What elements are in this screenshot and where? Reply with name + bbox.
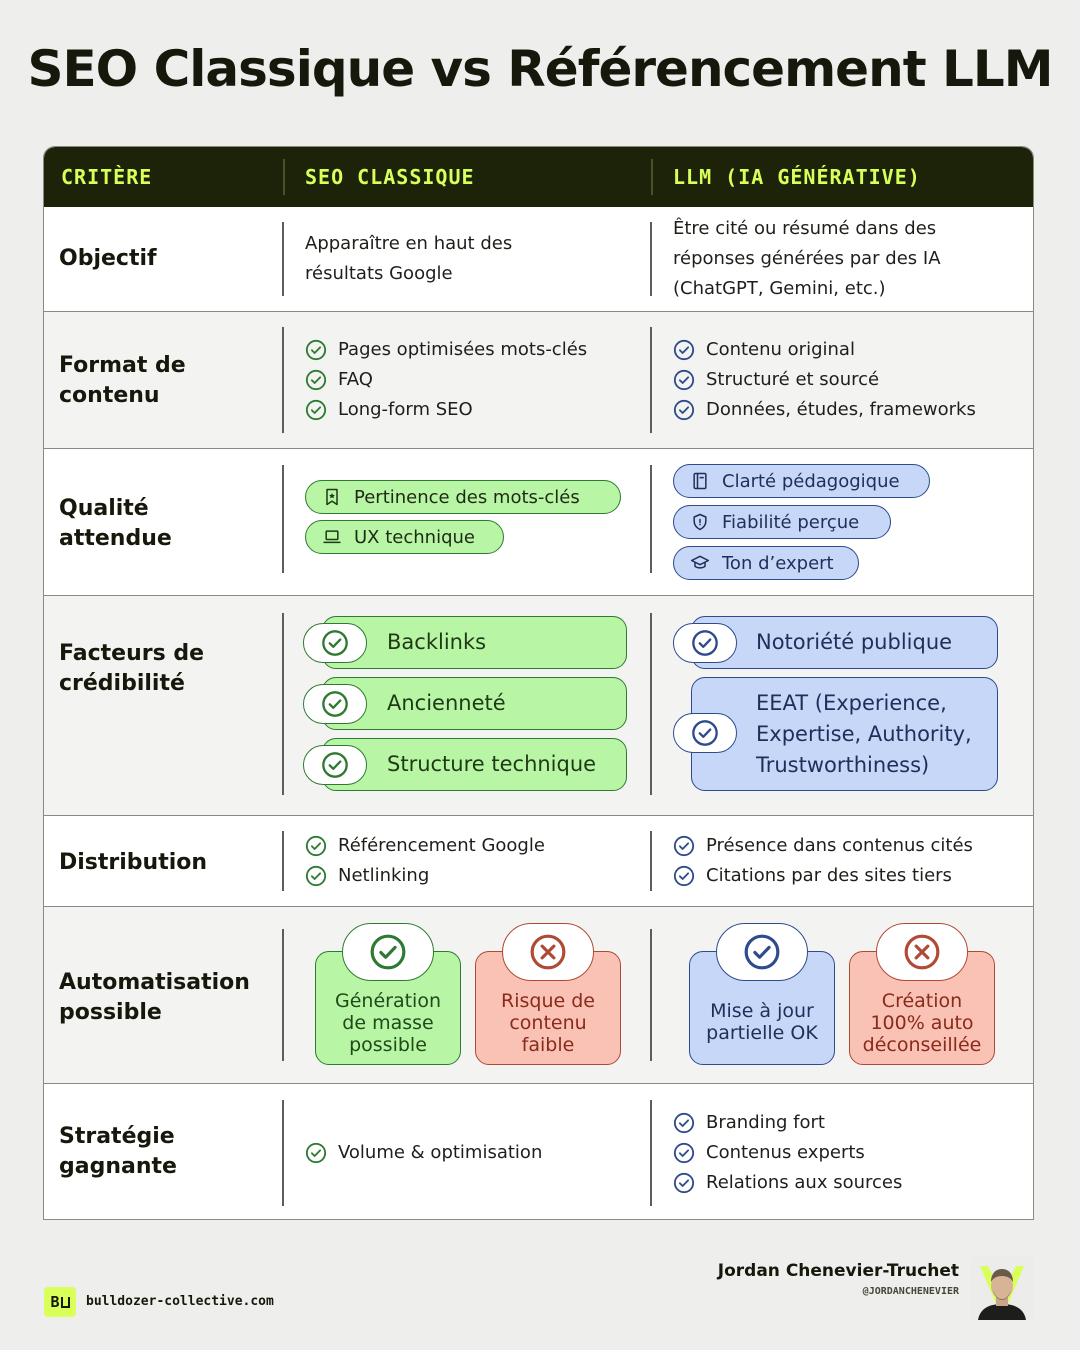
auto-llm-yes: Mise à jour partielle OK bbox=[689, 951, 835, 1065]
check-circle-icon bbox=[303, 684, 367, 724]
criterion-label: Format de contenu bbox=[59, 353, 186, 408]
shield-icon bbox=[690, 512, 710, 532]
criterion-label: Automatisation possible bbox=[59, 970, 250, 1025]
list-item: Branding fort bbox=[673, 1108, 902, 1138]
criterion-label: Objectif bbox=[59, 246, 157, 271]
column-divider bbox=[282, 465, 284, 573]
check-circle-icon bbox=[305, 1142, 327, 1164]
page-title: SEO Classique vs Référencement LLM bbox=[27, 40, 1053, 98]
list-item: Citations par des sites tiers bbox=[673, 861, 973, 891]
list-item: FAQ bbox=[305, 365, 587, 395]
llm-objectif-text: Être cité ou résumé dans des réponses générées par des IA (ChatGPT, Gemini, etc.) bbox=[673, 218, 941, 299]
check-circle-icon bbox=[716, 923, 808, 981]
criterion-label: Facteurs de crédibilité bbox=[59, 641, 204, 696]
column-divider bbox=[282, 1100, 284, 1206]
check-circle-icon bbox=[305, 339, 327, 361]
column-divider bbox=[282, 929, 284, 1061]
column-divider bbox=[282, 613, 284, 795]
row-distribution bbox=[44, 816, 1033, 907]
check-circle-icon bbox=[673, 865, 695, 887]
header-llm: LLM (IA GÉNÉRATIVE) bbox=[673, 165, 921, 189]
check-circle-icon bbox=[673, 399, 695, 421]
pill-ton-expert: Ton d’expert bbox=[673, 546, 859, 580]
list-item: Référencement Google bbox=[305, 831, 545, 861]
seo-strategie-list bbox=[305, 1138, 542, 1168]
auto-llm-no: Création 100% auto déconseillée bbox=[849, 951, 995, 1065]
book-icon bbox=[690, 471, 710, 491]
list-item: Volume & optimisation bbox=[305, 1138, 542, 1168]
list-item: Structuré et sourcé bbox=[673, 365, 976, 395]
seo-objectif-text: Apparaître en haut des résultats Google bbox=[305, 233, 513, 284]
criterion-label: Stratégie gagnante bbox=[59, 1124, 177, 1179]
criterion-label: Distribution bbox=[59, 850, 208, 875]
column-divider bbox=[650, 1100, 652, 1206]
header-divider bbox=[651, 159, 653, 195]
column-divider bbox=[282, 222, 284, 296]
check-circle-icon bbox=[673, 369, 695, 391]
check-circle-icon bbox=[303, 623, 367, 663]
eeat-text: EEAT (Experience, Expertise, Authority, Trustworthiness) bbox=[756, 691, 972, 777]
llm-strategie-list bbox=[673, 1108, 902, 1198]
list-item: Relations aux sources bbox=[673, 1168, 902, 1198]
list-item: Netlinking bbox=[305, 861, 545, 891]
list-item: Pages optimisées mots-clés bbox=[305, 335, 587, 365]
check-circle-icon bbox=[673, 623, 737, 663]
check-circle-icon bbox=[673, 1112, 695, 1134]
pill-fiabilite: Fiabilité perçue bbox=[673, 505, 891, 539]
check-circle-icon bbox=[303, 745, 367, 785]
credibility-eeat bbox=[691, 677, 998, 791]
list-item: Données, études, frameworks bbox=[673, 395, 976, 425]
bookmark-star-icon bbox=[322, 487, 342, 507]
check-circle-icon bbox=[673, 1172, 695, 1194]
pill-keyword-relevance: Pertinence des mots-clés bbox=[305, 480, 621, 514]
llm-distribution-list bbox=[673, 831, 973, 891]
check-circle-icon bbox=[305, 865, 327, 887]
row-strategie bbox=[44, 1084, 1033, 1220]
auto-seo-no: Risque de contenu faible bbox=[475, 951, 621, 1065]
column-divider bbox=[282, 831, 284, 891]
row-qualite bbox=[44, 449, 1033, 596]
author-name: Jordan Chenevier-Truchet bbox=[717, 1261, 959, 1281]
graduation-cap-icon bbox=[690, 553, 710, 573]
check-circle-icon bbox=[305, 399, 327, 421]
seo-format-list bbox=[305, 335, 587, 425]
credibility-anciennete: Ancienneté bbox=[322, 677, 627, 730]
site-link[interactable]: bulldozer-collective.com bbox=[86, 1294, 274, 1309]
column-divider bbox=[650, 831, 652, 891]
list-item: Contenus experts bbox=[673, 1138, 902, 1168]
comparison-table bbox=[43, 146, 1034, 1220]
x-circle-icon bbox=[876, 923, 968, 981]
avatar-portrait-icon bbox=[970, 1256, 1034, 1320]
header-seo: SEO CLASSIQUE bbox=[305, 165, 475, 189]
column-divider bbox=[650, 222, 652, 296]
check-circle-icon bbox=[305, 369, 327, 391]
row-credibilite bbox=[44, 596, 1033, 816]
pill-ux-technique: UX technique bbox=[305, 520, 504, 554]
check-circle-icon bbox=[342, 923, 434, 981]
column-divider bbox=[650, 327, 652, 433]
header-divider bbox=[283, 159, 285, 195]
table-header bbox=[44, 147, 1033, 207]
x-circle-icon bbox=[502, 923, 594, 981]
laptop-icon bbox=[322, 527, 342, 547]
auto-seo-yes: Génération de masse possible bbox=[315, 951, 461, 1065]
brand-logo: B bbox=[44, 1287, 76, 1317]
credibility-backlinks: Backlinks bbox=[322, 616, 627, 669]
check-circle-icon bbox=[673, 339, 695, 361]
list-item: Long-form SEO bbox=[305, 395, 587, 425]
seo-distribution-list bbox=[305, 831, 545, 891]
column-divider bbox=[650, 613, 652, 795]
pill-clarte: Clarté pédagogique bbox=[673, 464, 930, 498]
row-format bbox=[44, 312, 1033, 449]
check-circle-icon bbox=[673, 713, 737, 753]
column-divider bbox=[650, 929, 652, 1061]
avatar bbox=[970, 1256, 1034, 1320]
llm-format-list bbox=[673, 335, 976, 425]
header-criterion: CRITÈRE bbox=[61, 165, 153, 189]
author-handle: @JORDANCHENEVIER bbox=[862, 1286, 959, 1297]
list-item: Contenu original bbox=[673, 335, 976, 365]
credibility-structure: Structure technique bbox=[322, 738, 627, 791]
column-divider bbox=[282, 327, 284, 433]
list-item: Présence dans contenus cités bbox=[673, 831, 973, 861]
column-divider bbox=[650, 465, 652, 573]
row-objectif bbox=[44, 207, 1033, 312]
criterion-label: Qualité attendue bbox=[59, 496, 172, 551]
check-circle-icon bbox=[673, 835, 695, 857]
check-circle-icon bbox=[305, 835, 327, 857]
check-circle-icon bbox=[673, 1142, 695, 1164]
credibility-notoriete: Notoriété publique bbox=[691, 616, 998, 669]
